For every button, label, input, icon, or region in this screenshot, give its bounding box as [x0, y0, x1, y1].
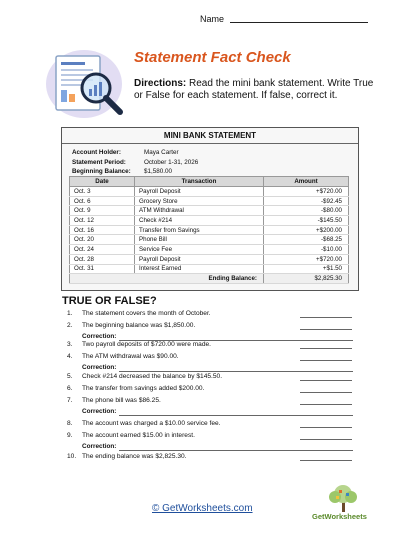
answer-line[interactable]: [300, 348, 352, 349]
directions-label: Directions:: [134, 78, 187, 89]
directions: [134, 78, 384, 102]
name-input-line[interactable]: [230, 22, 368, 23]
cell-transaction: Interest Earned: [135, 264, 264, 274]
cell-date: Oct. 9: [70, 206, 135, 216]
question-text: The beginning balance was $1,850.00.: [82, 322, 196, 329]
cell-amount: +$200.00: [264, 225, 349, 235]
cell-transaction: Check #214: [135, 216, 264, 226]
name-field-row: [200, 14, 368, 24]
table-row: [70, 196, 349, 206]
info-value: $1,580.00: [144, 168, 173, 175]
cell-transaction: Grocery Store: [135, 196, 264, 206]
cell-amount: +$720.00: [264, 254, 349, 264]
info-key: Statement Period:: [72, 158, 126, 166]
info-key: Beginning Balance:: [72, 168, 131, 175]
correction-line[interactable]: [119, 415, 353, 416]
question-text: The account earned $15.00 in interest.: [82, 432, 195, 439]
cell-date: Oct. 16: [70, 225, 135, 235]
statement-magnifier-icon: [44, 44, 132, 120]
answer-line[interactable]: [300, 392, 352, 393]
cell-date: Oct. 31: [70, 264, 135, 274]
cell-date: Oct. 20: [70, 235, 135, 245]
logo-text: GetWorksheets: [312, 512, 367, 521]
question-item: [67, 453, 186, 460]
answer-line[interactable]: [300, 427, 352, 428]
cell-amount: +$1.50: [264, 264, 349, 274]
question-text: The account was charged a $10.00 service fee.: [82, 420, 221, 427]
question-number: 10.: [67, 453, 77, 460]
question-number: 9.: [67, 432, 73, 439]
question-item: [67, 373, 222, 380]
page-title: Statement Fact Check: [134, 49, 291, 66]
correction-label: Correction:: [82, 364, 117, 371]
column-header-amount: Amount: [264, 177, 349, 187]
cell-transaction: Service Fee: [135, 245, 264, 255]
table-row: [70, 216, 349, 226]
answer-line[interactable]: [300, 380, 352, 381]
question-text: The ending balance was $2,825.30.: [82, 453, 187, 460]
statement-title: MINI BANK STATEMENT: [62, 128, 358, 144]
answer-line[interactable]: [300, 460, 352, 461]
name-label: Name: [200, 14, 225, 24]
answer-line[interactable]: [300, 329, 352, 330]
cell-amount: -$80.00: [264, 206, 349, 216]
table-row: [70, 206, 349, 216]
question-number: 7.: [67, 397, 73, 404]
answer-line[interactable]: [300, 439, 352, 440]
correction-label: Correction:: [82, 333, 117, 340]
question-number: 3.: [67, 341, 73, 348]
cell-amount: -$10.00: [264, 245, 349, 255]
ending-balance-value: $2,825.30: [264, 274, 349, 284]
question-text: The transfer from savings added $200.00.: [82, 385, 205, 392]
ending-balance-label: Ending Balance:: [70, 274, 264, 284]
info-value: October 1-31, 2026: [144, 158, 199, 166]
correction-line[interactable]: [119, 450, 353, 451]
question-item: [67, 310, 211, 317]
question-item: [67, 353, 179, 360]
table-header-row: [70, 177, 349, 187]
column-header-date: Date: [70, 177, 135, 187]
question-number: 4.: [67, 353, 73, 360]
cell-date: Oct. 3: [70, 187, 135, 197]
info-key: Account Holder:: [72, 149, 121, 156]
cell-amount: +$720.00: [264, 187, 349, 197]
question-item: [67, 322, 195, 329]
question-item: [67, 385, 204, 392]
table-row: [70, 225, 349, 235]
table-row: [70, 254, 349, 264]
cell-transaction: ATM Withdrawal: [135, 206, 264, 216]
answer-line[interactable]: [300, 317, 352, 318]
statement-info: [72, 148, 198, 177]
info-row: [72, 158, 198, 168]
cell-amount: -$145.50: [264, 216, 349, 226]
cell-date: Oct. 12: [70, 216, 135, 226]
transactions-table: [69, 176, 349, 284]
question-item: [67, 432, 195, 439]
cell-amount: -$68.25: [264, 235, 349, 245]
cell-transaction: Payroll Deposit: [135, 254, 264, 264]
cell-date: Oct. 28: [70, 254, 135, 264]
question-number: 8.: [67, 420, 73, 427]
question-item: [67, 397, 161, 404]
question-text: The statement covers the month of October.: [82, 310, 211, 317]
question-text: Two payroll deposits of $720.00 were made.: [82, 341, 212, 348]
table-row: [70, 245, 349, 255]
directions-text: Read the mini bank statement. Write True or False for each statement. If false, correct it.: [134, 78, 374, 101]
question-text: The ATM withdrawal was $90.00.: [82, 353, 179, 360]
table-row: [70, 235, 349, 245]
true-false-heading: TRUE OR FALSE?: [62, 295, 157, 307]
bank-statement: [61, 127, 359, 291]
question-item: [67, 341, 211, 348]
table-row: [70, 187, 349, 197]
correction-line[interactable]: [119, 371, 353, 372]
question-number: 6.: [67, 385, 73, 392]
correction-label: Correction:: [82, 443, 117, 450]
question-number: 1.: [67, 310, 73, 317]
question-text: Check #214 decreased the balance by $145.50.: [82, 373, 223, 380]
ending-balance-row: [70, 274, 349, 284]
cell-transaction: Payroll Deposit: [135, 187, 264, 197]
info-value: Maya Carter: [144, 149, 179, 156]
question-text: The phone bill was $86.25.: [82, 397, 161, 404]
answer-line[interactable]: [300, 360, 352, 361]
table-row: [70, 264, 349, 274]
correction-label: Correction:: [82, 408, 117, 415]
info-row: [72, 148, 198, 158]
question-number: 2.: [67, 322, 73, 329]
answer-line[interactable]: [300, 404, 352, 405]
cell-amount: -$92.45: [264, 196, 349, 206]
question-item: [67, 420, 221, 427]
website-link[interactable]: © GetWorksheets.com: [152, 503, 253, 514]
column-header-transaction: Transaction: [135, 177, 264, 187]
cell-transaction: Transfer from Savings: [135, 225, 264, 235]
question-number: 5.: [67, 373, 73, 380]
cell-date: Oct. 24: [70, 245, 135, 255]
cell-date: Oct. 6: [70, 196, 135, 206]
cell-transaction: Phone Bill: [135, 235, 264, 245]
